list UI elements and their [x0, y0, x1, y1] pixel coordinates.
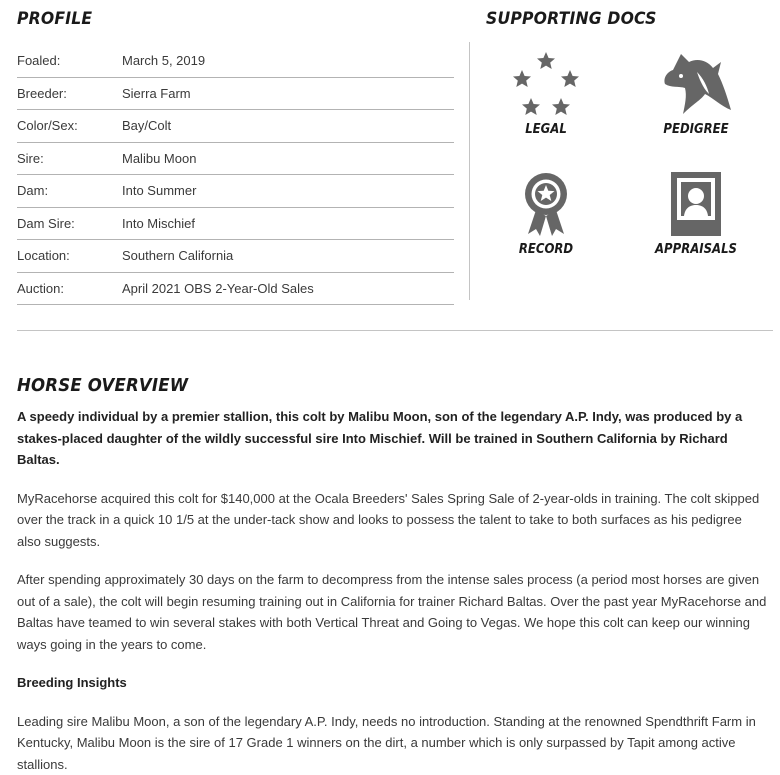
profile-label: Foaled:: [17, 53, 122, 68]
profile-row-sire: [17, 143, 454, 176]
doc-label: PEDIGREE: [642, 122, 750, 137]
profile-heading: PROFILE: [17, 8, 419, 30]
doc-label: RECORD: [492, 242, 600, 257]
profile-section: [17, 8, 454, 305]
overview-lead: A speedy individual by a premier stallion, this colt by Malibu Moon, son of the legendary A.P. Indy, was produced by a stakes-placed daughter of the wildly successful sire Into Mischief. Will be trained in Southern California by Richard Baltas.: [17, 406, 769, 471]
stars-icon: [511, 52, 581, 118]
profile-row-foaled: [17, 45, 454, 78]
horse-head-icon: [661, 52, 731, 118]
profile-label: Breeder:: [17, 86, 122, 101]
profile-row-color-sex: [17, 110, 454, 143]
horse-overview-heading: HORSE OVERVIEW: [17, 374, 709, 398]
profile-label: Dam Sire:: [17, 216, 122, 231]
profile-table: [17, 45, 454, 305]
profile-label: Dam:: [17, 183, 122, 198]
certificate-icon: [661, 172, 731, 238]
profile-label: Color/Sex:: [17, 118, 122, 133]
profile-row-auction: [17, 273, 454, 306]
profile-value: Bay/Colt: [122, 118, 454, 133]
profile-label: Auction:: [17, 281, 122, 296]
profile-row-dam-sire: [17, 208, 454, 241]
vertical-divider: [469, 42, 470, 300]
profile-value: Into Mischief: [122, 216, 454, 231]
doc-label: LEGAL: [492, 122, 600, 137]
breeding-insights-heading: Breeding Insights: [17, 672, 769, 694]
doc-legal-link[interactable]: [486, 52, 606, 137]
overview-paragraph: After spending approximately 30 days on the farm to decompress from the intense sales process (a period most horses are given out of a sale), the colt will begin resuming training out in California for trainer Richard Baltas. Over the past year MyRacehorse and Baltas have teamed to win several stakes with both Vertical Threat and Going to Vegas. We hope this colt can keep our winning ways going in the years to come.: [17, 569, 769, 655]
profile-row-location: [17, 240, 454, 273]
overview-paragraph: Leading sire Malibu Moon, a son of the legendary A.P. Indy, needs no introduction. Standing at the renowned Spendthrift Farm in Kentucky, Malibu Moon is the sire of 17 Grade 1 winners on the dirt, a number which is only surpassed by Tapit among active stallions.: [17, 711, 769, 775]
profile-row-dam: [17, 175, 454, 208]
doc-label: APPRAISALS: [642, 242, 750, 257]
doc-record-link[interactable]: [486, 172, 606, 257]
profile-row-breeder: [17, 78, 454, 111]
overview-paragraph: MyRacehorse acquired this colt for $140,000 at the Ocala Breeders' Sales Spring Sale of 2-year-olds in training. The colt skipped over the track in a quick 10 1/5 at the under-tack show and looks to possess the talent to take to both surfaces as his pedigree also suggests.: [17, 488, 769, 553]
doc-appraisals-link[interactable]: [636, 172, 756, 257]
profile-value: Sierra Farm: [122, 86, 454, 101]
profile-value: April 2021 OBS 2-Year-Old Sales: [122, 281, 454, 296]
profile-value: Malibu Moon: [122, 151, 454, 166]
award-ribbon-icon: [511, 172, 581, 238]
horizontal-divider: [17, 330, 773, 331]
profile-value: Southern California: [122, 248, 454, 263]
doc-pedigree-link[interactable]: [636, 52, 756, 137]
profile-value: Into Summer: [122, 183, 454, 198]
supporting-docs-heading: SUPPORTING DOCS: [486, 8, 753, 30]
profile-value: March 5, 2019: [122, 53, 454, 68]
supporting-docs-section: [486, 8, 776, 30]
profile-label: Location:: [17, 248, 122, 263]
profile-label: Sire:: [17, 151, 122, 166]
horse-overview-section: [17, 374, 769, 775]
